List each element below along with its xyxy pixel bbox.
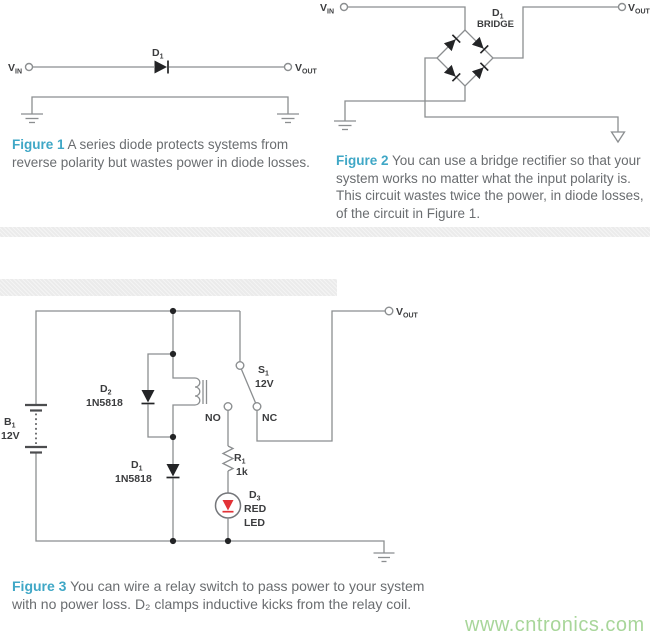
d3-red-label: RED: [244, 503, 267, 515]
vin-label: $V_{IN}$: [8, 62, 23, 76]
junction-dot: [170, 538, 176, 544]
d1-label: $D_1$: [131, 459, 143, 473]
ground-icon: [334, 121, 356, 130]
wire: [148, 354, 173, 390]
d1-label: $D_1$: [152, 47, 164, 61]
b1-label: $B_1$: [4, 416, 16, 430]
r1-value-label: 1k: [236, 466, 248, 478]
wire: [348, 7, 465, 30]
figure1-caption-label: Figure 1: [12, 137, 65, 152]
d1-part-label: 1N5818: [115, 473, 152, 485]
junction-dot: [170, 351, 176, 357]
s1-label: $S_1$: [258, 364, 269, 378]
r1-label: $R_1$: [234, 452, 246, 466]
wire: [425, 58, 618, 132]
watermark-url: www.cntronics.com: [465, 614, 645, 636]
no-terminal: [224, 403, 232, 411]
d1-bridge-label: $D_1$: [492, 7, 504, 21]
vin-terminal: [26, 64, 33, 71]
diode-d1-icon: [167, 464, 180, 478]
led-d3-icon: [223, 500, 234, 512]
bridge-diamond: [437, 30, 493, 86]
diode-d2-icon: [142, 390, 155, 404]
figure2-caption-label: Figure 2: [336, 153, 389, 168]
section-divider-band: [0, 279, 337, 296]
vout-label: $V_{OUT}$: [396, 306, 418, 320]
relay-coil-icon: [195, 378, 200, 405]
switch-pole-terminal: [236, 362, 244, 370]
wire: [173, 311, 195, 378]
ground-icon: [374, 553, 395, 562]
d3-label: $D_3$: [249, 489, 261, 503]
bridge-label: BRIDGE: [477, 19, 514, 30]
s1-value-label: 12V: [255, 378, 274, 390]
no-label: NO: [205, 412, 221, 424]
figure2-caption-text: You can use a bridge rectifier so that your system works no matter what the input polarity is. This circuit wastes twice the power, in diode losses, of the circuit in Figure 1.: [336, 153, 644, 221]
vin-terminal: [341, 4, 348, 11]
figure3-schematic: [0, 298, 430, 576]
d3-led-label: LED: [244, 517, 265, 529]
figure3-caption-label: Figure 3: [12, 578, 67, 594]
wire: [173, 405, 195, 437]
vout-terminal: [385, 307, 393, 315]
figure2-caption: [336, 152, 650, 222]
section-divider-band: [0, 227, 650, 237]
vout-label: $V_{OUT}$: [295, 62, 317, 76]
wire: [493, 7, 618, 58]
nc-terminal: [253, 403, 261, 411]
figure3-caption: [12, 577, 448, 613]
d2-label: $D_2$: [100, 383, 112, 397]
vin-label: $V_{IN}$: [320, 2, 335, 16]
junction-dot: [170, 308, 176, 314]
wire: [345, 86, 465, 121]
wire: [36, 311, 240, 405]
junction-dot: [170, 434, 176, 440]
figure1-caption-text: A series diode protects systems from reverse polarity but wastes power in diode losses.: [12, 137, 310, 170]
ground-arrow-icon: [612, 132, 625, 142]
resistor-r1-icon: [223, 446, 233, 471]
battery-b1-icon: [25, 405, 47, 453]
nc-label: NC: [262, 412, 278, 424]
wire: [36, 452, 384, 553]
vout-terminal: [619, 4, 626, 11]
junction-dot: [225, 538, 231, 544]
figure3-caption-text: You can wire a relay switch to pass power to your system with no power loss. D₂ clamps inductive kicks from the relay coil.: [12, 578, 425, 612]
wire: [148, 405, 173, 438]
ground-icon: [21, 114, 43, 123]
b1-value-label: 12V: [1, 430, 20, 442]
vout-label: $V_{OUT}$: [628, 2, 650, 16]
ground-icon: [277, 114, 299, 123]
diode-d1-icon: [155, 61, 169, 74]
figure1-caption: [12, 136, 330, 171]
switch-arm: [241, 369, 255, 403]
d2-part-label: 1N5818: [86, 397, 123, 409]
vout-terminal: [285, 64, 292, 71]
figure2-schematic: [315, 0, 650, 148]
ground-rail: [32, 97, 288, 114]
figure1-schematic: [0, 0, 330, 130]
